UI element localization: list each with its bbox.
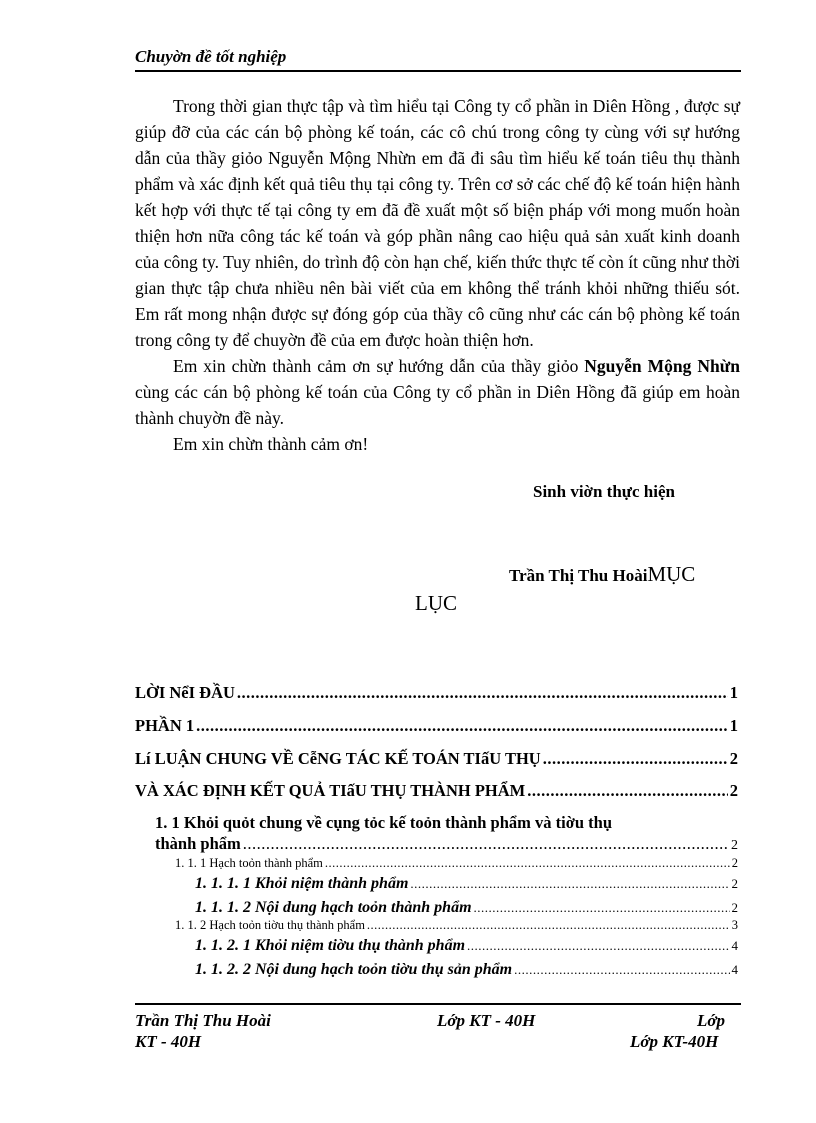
toc-entry-label: PHẦN 1 — [135, 716, 195, 735]
header-divider — [135, 70, 741, 72]
signature-block — [509, 562, 695, 587]
footer-class-left-bottom: KT - 40H — [135, 1032, 202, 1051]
toc-entry[interactable] — [155, 834, 738, 854]
toc-entry[interactable] — [195, 875, 738, 893]
advisor-name: Nguyễn Mộng Nhừn — [584, 356, 740, 376]
toc-entry-page: 2 — [731, 856, 738, 870]
toc-leader — [243, 834, 729, 854]
toc-entry-page: 2 — [729, 781, 738, 800]
toc-entry[interactable] — [175, 856, 738, 871]
toc-leader — [527, 781, 728, 801]
toc-entry-page: 4 — [731, 962, 738, 977]
toc-entry-section-title[interactable]: 1. 1 Khỏi quỏt chung về cụng tỏc kế toỏn thành phẩm và tiờu thụ — [155, 813, 613, 832]
toc-leader — [543, 749, 728, 769]
toc-entry-label: thành phẩm — [155, 834, 241, 853]
toc-entry-page: 3 — [731, 918, 738, 932]
toc-entry[interactable] — [135, 749, 738, 769]
toc-entry-page: 2 — [731, 900, 738, 915]
body-paragraph-2 — [135, 353, 740, 431]
body-paragraph-1: Trong thời gian thực tập và tìm hiểu tại Công ty cổ phần in Diên Hồng , được sự giúp đỡ của các cán bộ phòng kế toán, các cô chú trong công ty cùng với sự hướng dẫn của thầy giỏo Nguyễn Mộng Nhừn em đã đi sâu tìm hiểu kế toán tiêu thụ thành phẩm và xác định kết quả tiêu thụ tại công ty. Trên cơ sở các chế độ kế toán hiện hành kết hợp với thực tế tại công ty em đã đề xuất một số biện pháp với mong muốn hoàn thiện hơn nữa công tác kế toán và góp phần nâng cao hiệu quả sản xuất kinh doanh của công ty. Tuy nhiên, do trình độ còn hạn chế, kiến thức thực tế còn ít cũng như thời gian thực tập chưa nhiều nên bài viết của em không thể tránh khỏi những thiếu sót. Em rất mong nhận được sự đóng góp của thầy cô cũng như các cán bộ phòng kế toán trong công ty để chuyờn đề của em được hoàn thiện hơn. — [135, 96, 740, 350]
toc-leader — [474, 900, 730, 916]
toc-entry-label: 1. 1. 2. 2 Nội dung hạch toỏn tiờu thụ sản phẩm — [195, 961, 513, 978]
toc-leader — [325, 856, 730, 871]
toc-entry[interactable] — [195, 899, 738, 917]
signature-role: Sinh viờn thực hiện — [533, 482, 675, 501]
toc-entry-label: VÀ XÁC ĐỊNH KẾT QUẢ TIấU THỤ THÀNH PHẨM — [135, 781, 526, 800]
toc-entry-label: 1. 1. 2 Hạch toỏn tiờu thụ thành phẩm — [175, 918, 365, 932]
toc-entry-label: 1. 1. 1 Hạch toỏn thành phẩm — [175, 856, 323, 870]
toc-title-part1: MỤC — [647, 562, 696, 586]
toc-entry[interactable] — [135, 683, 738, 703]
footer-author-name: Trần Thị Thu Hoài — [135, 1011, 271, 1030]
footer-class-center: Lớp KT - 40H — [437, 1011, 536, 1030]
toc-entry-label: 1. 1. 2. 1 Khỏi niệm tiờu thụ thành phẩm — [195, 937, 466, 954]
toc-entry-page: 4 — [731, 938, 738, 953]
toc-entry-label: LỜI NểI ĐẦU — [135, 683, 235, 702]
footer-divider — [135, 1003, 741, 1005]
toc-entry[interactable] — [195, 937, 738, 955]
toc-entry[interactable] — [175, 918, 738, 933]
toc-entry-page: 2 — [729, 749, 738, 768]
toc-entry-page: 2 — [731, 838, 738, 853]
toc-entry-page: 1 — [729, 716, 738, 735]
toc-entry[interactable] — [195, 961, 738, 979]
toc-leader — [467, 938, 729, 954]
toc-leader — [514, 962, 729, 978]
toc-leader — [367, 918, 730, 933]
toc-entry-label: 1. 1. 1. 1 Khỏi niệm thành phẩm — [195, 875, 409, 892]
footer-class-right-bottom: Lớp KT-40H — [630, 1032, 719, 1051]
toc-entry-page: 2 — [731, 876, 738, 891]
toc-entry-page: 1 — [729, 683, 738, 702]
paragraph-2-text-start: Em xin chừn thành cảm ơn sự hướng dẫn của thầy giỏo — [173, 356, 585, 376]
body-text — [135, 93, 740, 457]
toc-leader — [237, 683, 728, 703]
toc-entry[interactable] — [135, 716, 738, 736]
body-paragraph-3: Em xin chừn thành cảm ơn! — [173, 434, 369, 454]
toc-entry[interactable] — [135, 781, 738, 801]
toc-entry-label: Lí LUẬN CHUNG VỀ CễNG TÁC KẾ TOÁN TIấU THỤ — [135, 749, 541, 768]
page-header-title: Chuyờn đề tốt nghiệp — [135, 47, 287, 66]
signature-name: Trần Thị Thu Hoài — [509, 566, 648, 585]
footer-class-right-top: Lớp — [697, 1011, 726, 1030]
toc-title-part2: LỤC — [415, 591, 457, 615]
toc-leader — [196, 716, 728, 736]
toc-entry-label: 1. 1. 1. 2 Nội dung hạch toỏn thành phẩm — [195, 899, 472, 916]
paragraph-2-text-end: cùng các cán bộ phòng kế toán của Công ty cổ phần in Diên Hồng đã giúp em hoàn thành chuyờn đề này. — [135, 382, 740, 428]
toc-leader — [410, 876, 729, 892]
